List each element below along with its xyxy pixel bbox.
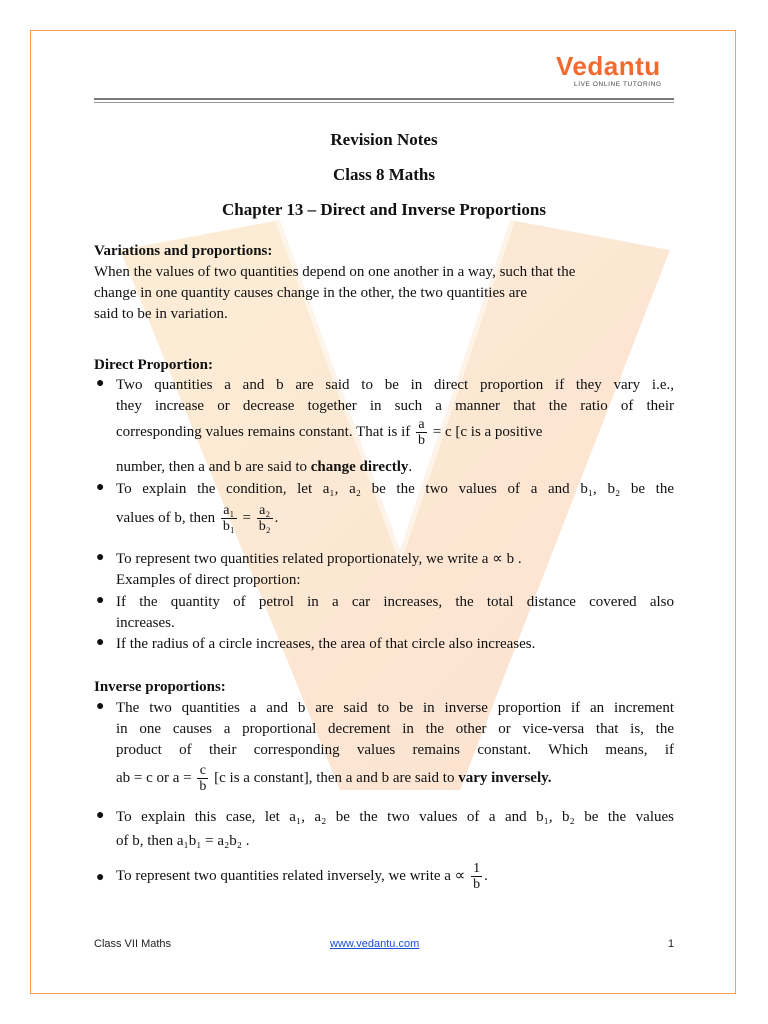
inverse-b3-text: To represent two quantities related inversely, we write a ∝ xyxy=(116,867,466,884)
header-rule-thin xyxy=(94,102,674,103)
inverse-heading: Inverse proportions: xyxy=(94,679,226,695)
inverse-b1-line: in one causes a proportional decrement in the other or vice-versa that is, the xyxy=(116,721,674,737)
fraction-numerator: a₁ xyxy=(221,503,237,519)
vedantu-logo xyxy=(556,52,676,92)
bullet-icon: ● xyxy=(96,635,105,650)
inverse-b3-line xyxy=(116,861,488,892)
fraction-1-b xyxy=(471,861,482,892)
bullet-icon: ● xyxy=(96,480,105,495)
emphasis-change-directly: change directly xyxy=(310,459,409,475)
direct-b2-text: values of b, then xyxy=(116,509,216,526)
fraction-denominator: b xyxy=(199,779,207,794)
direct-b1-line: they increase or decrease together in such a manner that the ratio of their xyxy=(116,398,674,414)
inverse-b1-line: The two quantities a and b are said to be in inverse proportion if an increment xyxy=(116,700,674,716)
direct-b3-line: To represent two quantities related proportionately, we write a ∝ b . xyxy=(116,551,522,567)
bullet-icon: ● xyxy=(96,870,105,885)
doc-title: Revision Notes xyxy=(330,130,438,149)
direct-b1-text: = c [c is a positive xyxy=(432,423,543,440)
footer-left: Class VII Maths xyxy=(94,938,172,950)
bullet-icon: ● xyxy=(96,808,105,823)
inverse-b2-line: of b, then a₁b₁ = a₂b₂ . xyxy=(116,833,250,849)
ratio-fraction xyxy=(416,417,427,448)
inverse-b1-line-fraction xyxy=(116,763,552,794)
bullet-icon: ● xyxy=(96,699,105,714)
fraction-a2-b2 xyxy=(257,503,273,534)
direct-heading: Direct Proportion: xyxy=(94,357,213,373)
footer-page-number: 1 xyxy=(668,938,675,950)
variations-section xyxy=(94,241,674,325)
equals-sign: = xyxy=(242,509,251,526)
emphasis-vary-inversely: vary inversely. xyxy=(458,769,552,786)
fraction-denominator: b₁ xyxy=(222,519,235,534)
direct-b4-line: If the quantity of petrol in a car increases, the total distance covered also xyxy=(116,594,674,610)
inverse-b1-text: ab = c or a = xyxy=(116,769,192,786)
direct-b1-text: number, then a and b are said to xyxy=(116,459,308,475)
period: . xyxy=(274,509,279,526)
fraction-denominator: b₂ xyxy=(258,519,271,534)
inverse-b2-line: To explain this case, let a₁, a₂ be the two values of a and b₁, b₂ be the values xyxy=(116,809,674,825)
bullet-icon: ● xyxy=(96,550,105,565)
fraction-numerator: c xyxy=(197,763,208,779)
period: . xyxy=(408,459,413,475)
fraction-a1-b1 xyxy=(221,503,237,534)
direct-b4-line: increases. xyxy=(116,615,175,631)
variations-para-line: When the values of two quantities depend on one another in a way, such that the xyxy=(94,264,576,280)
direct-b1-line: Two quantities a and b are said to be in direct proportion if they vary i.e., xyxy=(116,377,674,393)
variations-para-line: said to be in variation. xyxy=(94,306,228,322)
direct-b1-text: corresponding values remains constant. That is if xyxy=(116,423,411,440)
fraction-numerator: 1 xyxy=(473,861,481,876)
direct-examples-label: Examples of direct proportion: xyxy=(116,572,301,588)
bullet-icon: ● xyxy=(96,593,105,608)
fraction-numerator: a xyxy=(416,417,427,433)
variations-para-line: change in one quantity causes change in the other, the two quantities are xyxy=(94,285,528,301)
direct-b1-line xyxy=(116,457,412,478)
logo-tagline: LIVE ONLINE TUTORING xyxy=(574,81,662,88)
fraction-numerator: a₂ xyxy=(257,503,273,519)
direct-b2-line: To explain the condition, let a₁, a₂ be the two values of a and b₁, b₂ be the xyxy=(116,481,674,497)
logo-wordmark: Vedantu xyxy=(556,51,661,81)
fraction-denominator: b xyxy=(418,433,425,448)
direct-b2-line-fraction xyxy=(116,503,278,534)
fraction-c-b xyxy=(197,763,208,794)
bullet-icon: ● xyxy=(96,376,105,391)
inverse-b1-text: [c is a constant], then a and b are said to xyxy=(214,769,455,786)
period: . xyxy=(484,867,488,884)
direct-b5-line: If the radius of a circle increases, the area of that circle also increases. xyxy=(116,636,536,652)
chapter-title: Chapter 13 – Direct and Inverse Proportions xyxy=(222,200,546,219)
fraction-denominator: b xyxy=(473,877,481,892)
direct-b1-line-ratio xyxy=(116,417,542,448)
inverse-b1-line: product of their corresponding values remains constant. Which means, if xyxy=(116,742,674,758)
footer-website-link[interactable]: www.vedantu.com xyxy=(330,938,420,950)
variations-heading: Variations and proportions: xyxy=(94,243,273,259)
doc-subtitle: Class 8 Maths xyxy=(332,165,435,184)
header-rule xyxy=(94,98,674,100)
